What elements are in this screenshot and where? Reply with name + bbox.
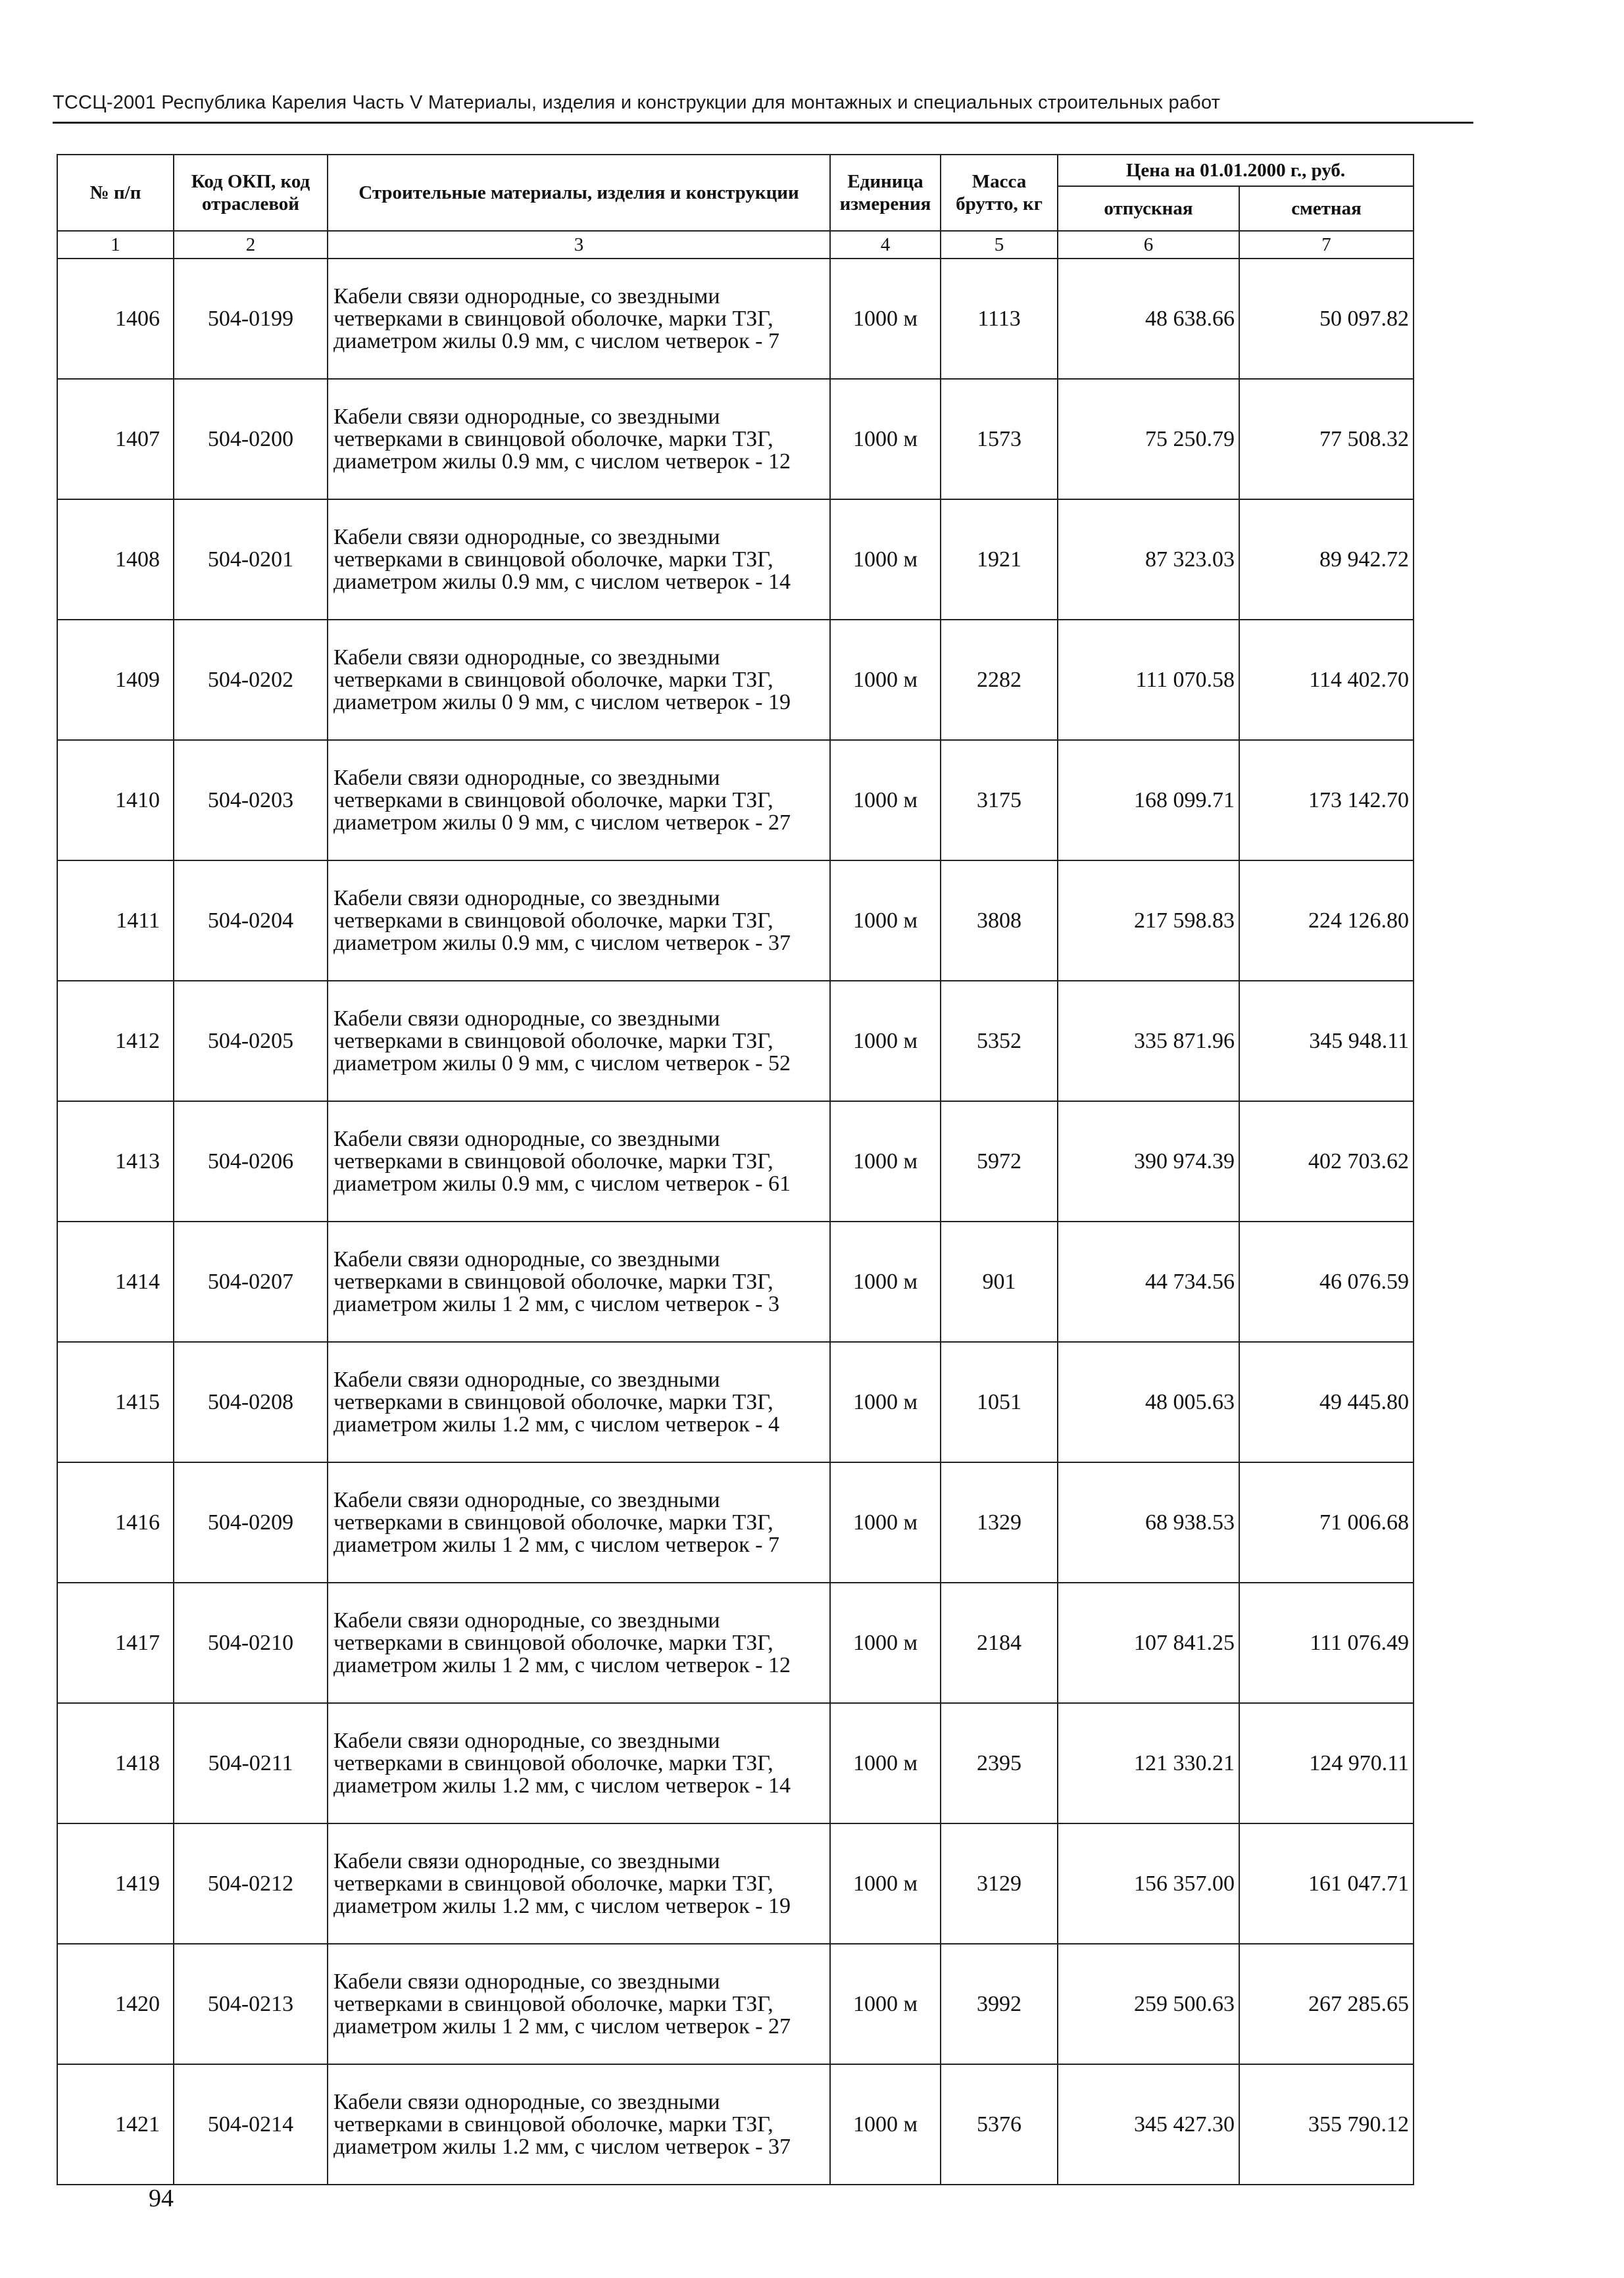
row-mass: 1329: [941, 1462, 1058, 1583]
row-price-estimate: 50 097.82: [1239, 259, 1414, 379]
table-row: [57, 1101, 1414, 1222]
table-row: [57, 1222, 1414, 1342]
row-price-estimate: 402 703.62: [1239, 1101, 1414, 1222]
row-unit: 1000 м: [830, 1823, 941, 1944]
row-number: 1412: [57, 981, 174, 1101]
table-row: [57, 981, 1414, 1101]
row-number: 1416: [57, 1462, 174, 1583]
row-mass: 5376: [941, 2064, 1058, 2185]
row-price-release: 48 005.63: [1058, 1342, 1239, 1462]
table-row: [57, 740, 1414, 860]
row-number: 1414: [57, 1222, 174, 1342]
column-number: 6: [1058, 231, 1239, 259]
row-unit: 1000 м: [830, 2064, 941, 2185]
row-unit: 1000 м: [830, 1101, 941, 1222]
row-unit: 1000 м: [830, 981, 941, 1101]
row-description: Кабели связи однородные, со звездными четверками в свинцовой оболочке, марки ТЗГ, диаметром жилы 1 2 мм, с числом четверок - 12: [328, 1583, 830, 1703]
row-code: 504-0208: [174, 1342, 328, 1462]
row-description: Кабели связи однородные, со звездными четверками в свинцовой оболочке, марки ТЗГ, диаметром жилы 1 2 мм, с числом четверок - 27: [328, 1944, 830, 2064]
row-description: Кабели связи однородные, со звездными четверками в свинцовой оболочке, марки ТЗГ, диаметром жилы 0.9 мм, с числом четверок - 7: [328, 259, 830, 379]
header-mass: Масса брутто, кг: [941, 155, 1058, 231]
row-description: Кабели связи однородные, со звездными четверками в свинцовой оболочке, марки ТЗГ, диаметром жилы 0.9 мм, с числом четверок - 37: [328, 860, 830, 981]
row-code: 504-0206: [174, 1101, 328, 1222]
row-unit: 1000 м: [830, 1583, 941, 1703]
row-price-release: 345 427.30: [1058, 2064, 1239, 2185]
row-price-release: 111 070.58: [1058, 620, 1239, 740]
row-price-release: 156 357.00: [1058, 1823, 1239, 1944]
table-row: [57, 259, 1414, 379]
row-code: 504-0199: [174, 259, 328, 379]
table-row: [57, 860, 1414, 981]
row-price-release: 75 250.79: [1058, 379, 1239, 499]
table-row: [57, 2064, 1414, 2185]
row-mass: 3175: [941, 740, 1058, 860]
price-table-container: [57, 154, 1414, 2185]
row-unit: 1000 м: [830, 379, 941, 499]
row-price-release: 259 500.63: [1058, 1944, 1239, 2064]
row-number: 1408: [57, 499, 174, 620]
row-number: 1406: [57, 259, 174, 379]
column-number-row: [57, 231, 1414, 259]
row-description: Кабели связи однородные, со звездными четверками в свинцовой оболочке, марки ТЗГ, диаметром жилы 1 2 мм, с числом четверок - 7: [328, 1462, 830, 1583]
row-price-estimate: 124 970.11: [1239, 1703, 1414, 1823]
row-price-estimate: 46 076.59: [1239, 1222, 1414, 1342]
row-mass: 5972: [941, 1101, 1058, 1222]
row-price-release: 168 099.71: [1058, 740, 1239, 860]
row-mass: 1573: [941, 379, 1058, 499]
row-code: 504-0205: [174, 981, 328, 1101]
page-header: ТССЦ-2001 Республика Карелия Часть V Материалы, изделия и конструкции для монтажных и специальных строительных работ: [53, 92, 1473, 124]
table-row: [57, 1583, 1414, 1703]
row-unit: 1000 м: [830, 1222, 941, 1342]
table-row: [57, 499, 1414, 620]
row-code: 504-0212: [174, 1823, 328, 1944]
page-number: 94: [149, 2185, 174, 2212]
row-price-estimate: 49 445.80: [1239, 1342, 1414, 1462]
row-description: Кабели связи однородные, со звездными четверками в свинцовой оболочке, марки ТЗГ, диаметром жилы 1.2 мм, с числом четверок - 4: [328, 1342, 830, 1462]
row-number: 1413: [57, 1101, 174, 1222]
row-price-estimate: 355 790.12: [1239, 2064, 1414, 2185]
column-number: 7: [1239, 231, 1414, 259]
row-unit: 1000 м: [830, 499, 941, 620]
row-code: 504-0211: [174, 1703, 328, 1823]
header-price-group: Цена на 01.01.2000 г., руб.: [1058, 155, 1414, 186]
row-price-release: 48 638.66: [1058, 259, 1239, 379]
row-code: 504-0200: [174, 379, 328, 499]
row-number: 1419: [57, 1823, 174, 1944]
header-price-release: отпускная: [1058, 186, 1239, 231]
row-code: 504-0201: [174, 499, 328, 620]
row-description: Кабели связи однородные, со звездными четверками в свинцовой оболочке, марки ТЗГ, диаметром жилы 1 2 мм, с числом четверок - 3: [328, 1222, 830, 1342]
row-price-release: 335 871.96: [1058, 981, 1239, 1101]
row-price-estimate: 71 006.68: [1239, 1462, 1414, 1583]
row-unit: 1000 м: [830, 1462, 941, 1583]
table-row: [57, 1462, 1414, 1583]
row-description: Кабели связи однородные, со звездными четверками в свинцовой оболочке, марки ТЗГ, диаметром жилы 0 9 мм, с числом четверок - 27: [328, 740, 830, 860]
row-mass: 3129: [941, 1823, 1058, 1944]
row-price-estimate: 345 948.11: [1239, 981, 1414, 1101]
row-code: 504-0207: [174, 1222, 328, 1342]
row-description: Кабели связи однородные, со звездными четверками в свинцовой оболочке, марки ТЗГ, диаметром жилы 0.9 мм, с числом четверок - 12: [328, 379, 830, 499]
row-price-release: 121 330.21: [1058, 1703, 1239, 1823]
row-price-estimate: 161 047.71: [1239, 1823, 1414, 1944]
row-number: 1418: [57, 1703, 174, 1823]
row-mass: 3808: [941, 860, 1058, 981]
table-header: [57, 155, 1414, 231]
row-price-release: 217 598.83: [1058, 860, 1239, 981]
row-price-release: 107 841.25: [1058, 1583, 1239, 1703]
row-code: 504-0213: [174, 1944, 328, 2064]
price-table: [57, 154, 1414, 2185]
row-unit: 1000 м: [830, 1342, 941, 1462]
column-number: 2: [174, 231, 328, 259]
row-number: 1417: [57, 1583, 174, 1703]
row-number: 1407: [57, 379, 174, 499]
row-mass: 2395: [941, 1703, 1058, 1823]
row-code: 504-0202: [174, 620, 328, 740]
row-number: 1420: [57, 1944, 174, 2064]
row-code: 504-0214: [174, 2064, 328, 2185]
row-mass: 2282: [941, 620, 1058, 740]
row-price-estimate: 173 142.70: [1239, 740, 1414, 860]
row-unit: 1000 м: [830, 259, 941, 379]
row-price-estimate: 89 942.72: [1239, 499, 1414, 620]
row-price-estimate: 111 076.49: [1239, 1583, 1414, 1703]
header-unit: Единица измерения: [830, 155, 941, 231]
row-unit: 1000 м: [830, 740, 941, 860]
row-number: 1421: [57, 2064, 174, 2185]
table-row: [57, 620, 1414, 740]
column-number: 5: [941, 231, 1058, 259]
row-description: Кабели связи однородные, со звездными четверками в свинцовой оболочке, марки ТЗГ, диаметром жилы 0.9 мм, с числом четверок - 61: [328, 1101, 830, 1222]
row-code: 504-0209: [174, 1462, 328, 1583]
row-code: 504-0210: [174, 1583, 328, 1703]
row-description: Кабели связи однородные, со звездными четверками в свинцовой оболочке, марки ТЗГ, диаметром жилы 0 9 мм, с числом четверок - 19: [328, 620, 830, 740]
row-description: Кабели связи однородные, со звездными четверками в свинцовой оболочке, марки ТЗГ, диаметром жилы 0 9 мм, с числом четверок - 52: [328, 981, 830, 1101]
header-code: Код ОКП, код отраслевой: [174, 155, 328, 231]
row-description: Кабели связи однородные, со звездными четверками в свинцовой оболочке, марки ТЗГ, диаметром жилы 1.2 мм, с числом четверок - 37: [328, 2064, 830, 2185]
row-price-release: 390 974.39: [1058, 1101, 1239, 1222]
row-description: Кабели связи однородные, со звездными четверками в свинцовой оболочке, марки ТЗГ, диаметром жилы 1.2 мм, с числом четверок - 14: [328, 1703, 830, 1823]
row-mass: 901: [941, 1222, 1058, 1342]
row-mass: 1051: [941, 1342, 1058, 1462]
table-row: [57, 379, 1414, 499]
row-price-release: 87 323.03: [1058, 499, 1239, 620]
row-mass: 5352: [941, 981, 1058, 1101]
table-row: [57, 1944, 1414, 2064]
row-description: Кабели связи однородные, со звездными четверками в свинцовой оболочке, марки ТЗГ, диаметром жилы 1.2 мм, с числом четверок - 19: [328, 1823, 830, 1944]
row-mass: 2184: [941, 1583, 1058, 1703]
row-unit: 1000 м: [830, 860, 941, 981]
table-row: [57, 1342, 1414, 1462]
row-mass: 1921: [941, 499, 1058, 620]
row-code: 504-0204: [174, 860, 328, 981]
header-price-estimate: сметная: [1239, 186, 1414, 231]
row-price-estimate: 77 508.32: [1239, 379, 1414, 499]
row-price-release: 44 734.56: [1058, 1222, 1239, 1342]
column-number: 4: [830, 231, 941, 259]
column-number: 3: [328, 231, 830, 259]
header-name: Строительные материалы, изделия и конструкции: [328, 155, 830, 231]
row-number: 1409: [57, 620, 174, 740]
row-mass: 1113: [941, 259, 1058, 379]
header-num: № п/п: [57, 155, 174, 231]
row-price-estimate: 267 285.65: [1239, 1944, 1414, 2064]
row-number: 1415: [57, 1342, 174, 1462]
row-unit: 1000 м: [830, 620, 941, 740]
table-row: [57, 1823, 1414, 1944]
row-price-estimate: 114 402.70: [1239, 620, 1414, 740]
row-number: 1411: [57, 860, 174, 981]
table-body: [57, 231, 1414, 2185]
row-price-estimate: 224 126.80: [1239, 860, 1414, 981]
row-mass: 3992: [941, 1944, 1058, 2064]
row-unit: 1000 м: [830, 1703, 941, 1823]
row-description: Кабели связи однородные, со звездными четверками в свинцовой оболочке, марки ТЗГ, диаметром жилы 0.9 мм, с числом четверок - 14: [328, 499, 830, 620]
row-number: 1410: [57, 740, 174, 860]
row-price-release: 68 938.53: [1058, 1462, 1239, 1583]
table-row: [57, 1703, 1414, 1823]
row-unit: 1000 м: [830, 1944, 941, 2064]
column-number: 1: [57, 231, 174, 259]
row-code: 504-0203: [174, 740, 328, 860]
